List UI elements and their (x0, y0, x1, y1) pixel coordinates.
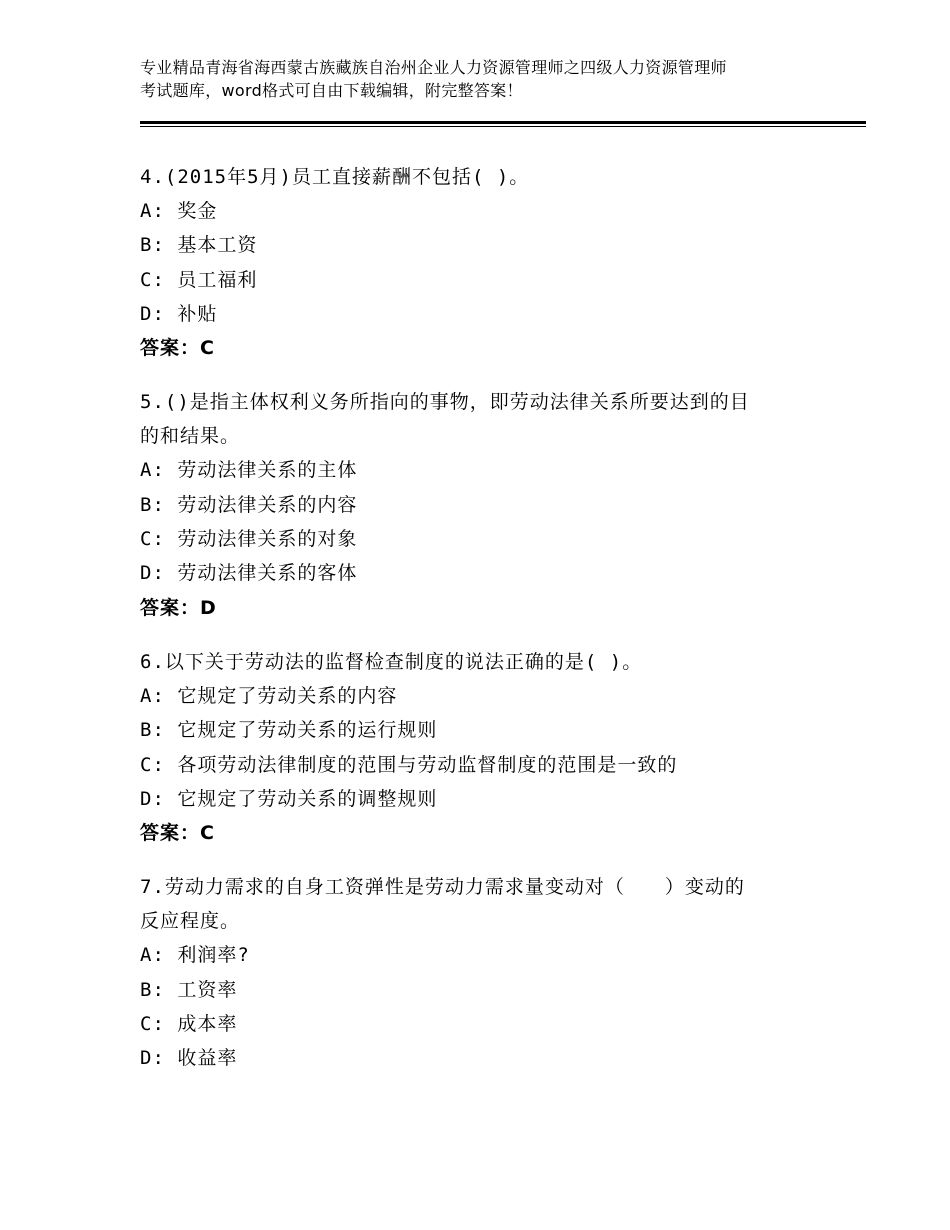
question-list (140, 160, 820, 1096)
option-c: C: 员工福利 (140, 268, 258, 291)
question-text-line-2: 的和结果。 (140, 425, 241, 448)
option-a: A: 利润率? (140, 944, 250, 967)
question-7 (140, 870, 820, 1075)
option-d: D: 劳动法律关系的客体 (140, 562, 358, 585)
answer: 答案：C (140, 337, 215, 360)
option-b: B: 工资率 (140, 978, 238, 1001)
option-b: B: 劳动法律关系的内容 (140, 493, 358, 516)
option-c: C: 各项劳动法律制度的范围与劳动监督制度的范围是一致的 (140, 753, 678, 776)
option-c: C: 成本率 (140, 1013, 238, 1036)
option-a: A: 奖金 (140, 200, 218, 222)
answer: 答案：D (140, 596, 217, 619)
question-4 (140, 160, 820, 365)
question-text-line-1: 5.()是指主体权利义务所指向的事物，即劳动法律关系所要达到的目 (140, 391, 750, 414)
option-d: D: 它规定了劳动关系的调整规则 (140, 787, 438, 810)
option-d: D: 收益率 (140, 1047, 238, 1070)
header-title-line-2: 考试题库，word格式可自由下载编辑，附完整答案！ (140, 81, 523, 100)
option-a: A: 它规定了劳动关系的内容 (140, 684, 398, 707)
question-text: 6.以下关于劳动法的监督检查制度的说法正确的是( )。 (140, 650, 643, 673)
question-text-line-2: 反应程度。 (140, 910, 241, 933)
header-divider-thick (140, 121, 866, 124)
question-text-line-1: 7.劳动力需求的自身工资弹性是劳动力需求量变动对（ ）变动的 (140, 876, 745, 899)
option-c: C: 劳动法律关系的对象 (140, 528, 358, 551)
question-5 (140, 385, 820, 624)
option-d: D: 补贴 (140, 302, 218, 325)
option-b: B: 基本工资 (140, 234, 258, 257)
answer: 答案：C (140, 822, 215, 845)
header-divider-thin (140, 126, 866, 127)
question-6 (140, 645, 820, 850)
document-header (140, 56, 840, 102)
option-a: A: 劳动法律关系的主体 (140, 459, 358, 482)
header-title-line-1: 专业精品青海省海西蒙古族藏族自治州企业人力资源管理师之四级人力资源管理师 (140, 58, 727, 77)
option-b: B: 它规定了劳动关系的运行规则 (140, 719, 438, 742)
question-text: 4.(2015年5月)员工直接薪酬不包括( )。 (140, 166, 530, 188)
